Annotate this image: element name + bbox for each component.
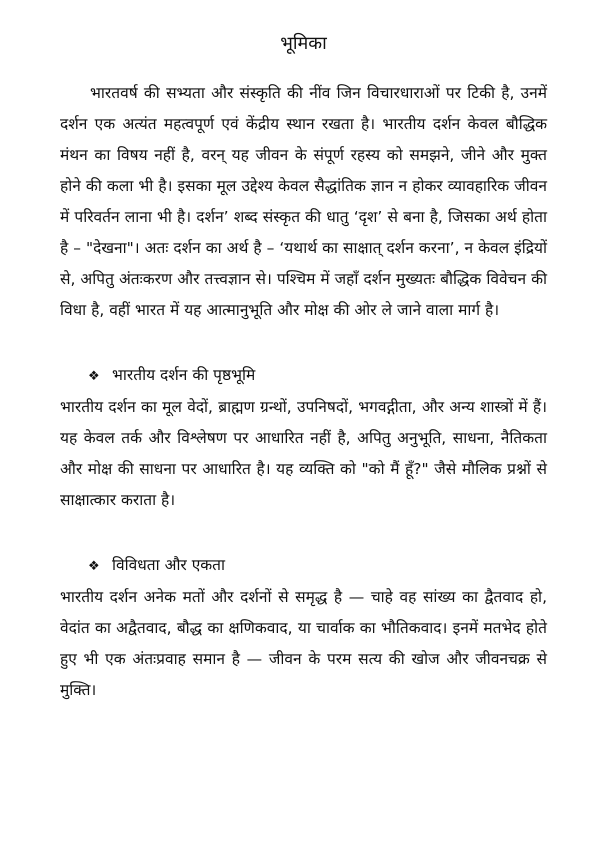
diamond-bullet-icon: ❖	[88, 369, 100, 384]
section-heading-text: भारतीय दर्शन की पृष्ठभूमि	[112, 366, 256, 384]
section-paragraph-background: भारतीय दर्शन का मूल वेदों, ब्राह्मण ग्रन्थों, उपनिषदों, भगवद्गीता, और अन्य शास्त्रों में हैं। यह केवल तर्क और विश्लेषण पर आधारित नहीं है, अपितु अनुभूति, साधना, नैतिकता और मोक्ष की साधना पर आधारित है। यह व्यक्ति को "को मैं हूँ?" जैसे मौलिक प्रश्नों से साक्षात्कार कराता है।	[60, 398, 547, 509]
page-title: भूमिका	[280, 33, 327, 54]
intro-paragraph: भारतवर्ष की सभ्यता और संस्कृति की नींव जिन विचारधाराओं पर टिकी है, उनमें दर्शन एक अत्यंत महत्वपूर्ण एवं केंद्रीय स्थान रखता है। भारतीय दर्शन केवल बौद्धिक मंथन का विषय नहीं है, वरन् यह जीवन के संपूर्ण रहस्य को समझने, जीने और मुक्त होने की कला भी है। इसका मूल उद्देश्य केवल सैद्धांतिक ज्ञान न होकर व्यावहारिक जीवन में परिवर्तन लाना भी है। दर्शन’ शब्द संस्कृत की धातु ‘दृश’ से बना है, जिसका अर्थ होता है – "देखना"। अतः दर्शन का अर्थ है – ‘यथार्थ का साक्षात् दर्शन करना’, न केवल इंद्रियों से, अपितु अंतःकरण और तत्त्वज्ञान से। पश्चिम में जहाँ दर्शन मुख्यतः बौद्धिक विवेचन की विधा है, वहीं भारत में यह आत्मानुभूति और मोक्ष की ओर ले जाने वाला मार्ग है।	[60, 84, 547, 319]
section-heading-diversity	[60, 550, 547, 582]
section-heading-text: विविधता और एकता	[112, 556, 226, 574]
document-page	[60, 30, 547, 706]
section-paragraph-diversity: भारतीय दर्शन अनेक मतों और दर्शनों से समृद्ध है — चाहे वह सांख्य का द्वैतवाद हो, वेदांत का अद्वैतवाद, बौद्ध का क्षणिकवाद, या चार्वाक का भौतिकवाद। इनमें मतभेद होते हुए भी एक अंतःप्रवाह समान है — जीवन के परम सत्य की खोज और जीवनचक्र से मुक्ति।	[60, 588, 547, 699]
section-heading-background	[60, 360, 547, 392]
diamond-bullet-icon: ❖	[88, 559, 100, 574]
